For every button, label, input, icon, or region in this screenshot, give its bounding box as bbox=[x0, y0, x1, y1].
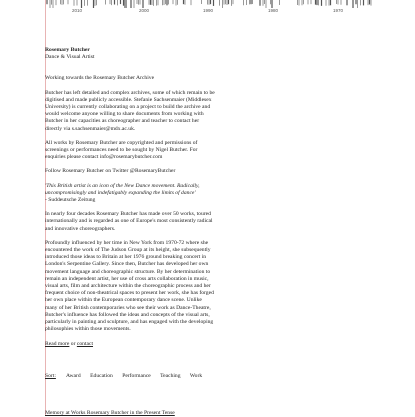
copyright-paragraph: All works by Rosemary Butcher are copyrighted and permissions of screenings or performances need to be sought by Nigel Butcher. For enquiries please contact info@rosemarybutcher.com bbox=[45, 139, 198, 161]
timeline-year-2000: 2000 bbox=[139, 8, 150, 13]
twitter-paragraph: Follow Rosemary Butcher on Twitter @RosemaryButcher bbox=[45, 168, 176, 175]
main-content bbox=[45, 47, 215, 355]
sort-option-teaching[interactable]: Teaching bbox=[160, 373, 181, 379]
or-text: or bbox=[69, 340, 77, 347]
artist-role: Dance & Visual Artist bbox=[45, 54, 95, 61]
timeline-year-1980: 1980 bbox=[268, 8, 279, 13]
contact-link[interactable]: contact bbox=[76, 340, 94, 347]
sort-option-award[interactable]: Award bbox=[65, 373, 81, 379]
bio-paragraph-2: Profoundly influenced by her time in New York from 1970-72 where she encountered the work of The Judson Group at its height, she subsequently introduced those ideas to Britain at her 1976 ground breaking concert in London's Serpentine Gallery. Since then, Butcher has developed her own movement language and choreographic structure. By her determination to remain an independent artist, her use of cross arts collaboration in music, visual arts, film and architecture within the choreographic process and her frequent choice of non-theatrical spaces to present her work, she has forged her own place within the European contemporary dance scene. Unlike many of her British contemporaries who see their work as Dance-Theatre, Butcher's influence has followed the ideas and concepts of the visual arts, particularly in painting and sculpture, and has engaged with the developing philosophies within those movements. bbox=[45, 239, 214, 333]
sort-bar bbox=[45, 373, 210, 380]
archive-title: Working towards the Rosemary Butcher Archive bbox=[45, 75, 155, 82]
timeline-year-1970: 1970 bbox=[333, 8, 344, 13]
sort-option-work[interactable]: Work bbox=[189, 373, 203, 379]
press-quote-source: - Suddeutsche Zeitung bbox=[45, 197, 96, 204]
entry-link[interactable]: Memory at Works Rosemary Butcher in the Present Tense bbox=[45, 410, 175, 416]
sort-option-performance[interactable]: Performance bbox=[122, 373, 151, 379]
timeline[interactable] bbox=[0, 0, 415, 20]
archive-paragraph: Butcher has left detailed and complex archives, some of which remain to be digitised and made publicly accessible. Stefanie Sachsenmaier (Middlesex University) is currently collaborating on a project to build the archive and would welcome anyone willing to share documents from working with Butcher in her capacities as choreographer and teacher to contact her directly via s.sachsenmaier@mdx.ac.uk. bbox=[45, 89, 215, 132]
timeline-ticks bbox=[0, 0, 415, 20]
sort-label: Sort: bbox=[45, 373, 56, 379]
read-more-link[interactable]: Read more bbox=[45, 340, 70, 347]
sort-option-education[interactable]: Education bbox=[90, 373, 113, 379]
timeline-year-2010: 2010 bbox=[72, 8, 83, 13]
timeline-year-1990: 1990 bbox=[203, 8, 214, 13]
bio-paragraph-1: In nearly four decades Rosemary Butcher has made over 50 works, toured internationally and is regarded as one of Europe's most consistently radical and innovative choreographers. bbox=[45, 211, 213, 232]
artist-name: Rosemary Butcher bbox=[45, 47, 90, 53]
press-quote: 'This British artist is an icon of the New Dance movement. Radically, uncompromisingly and indefatigably expanding the limits of dance' bbox=[45, 182, 200, 196]
